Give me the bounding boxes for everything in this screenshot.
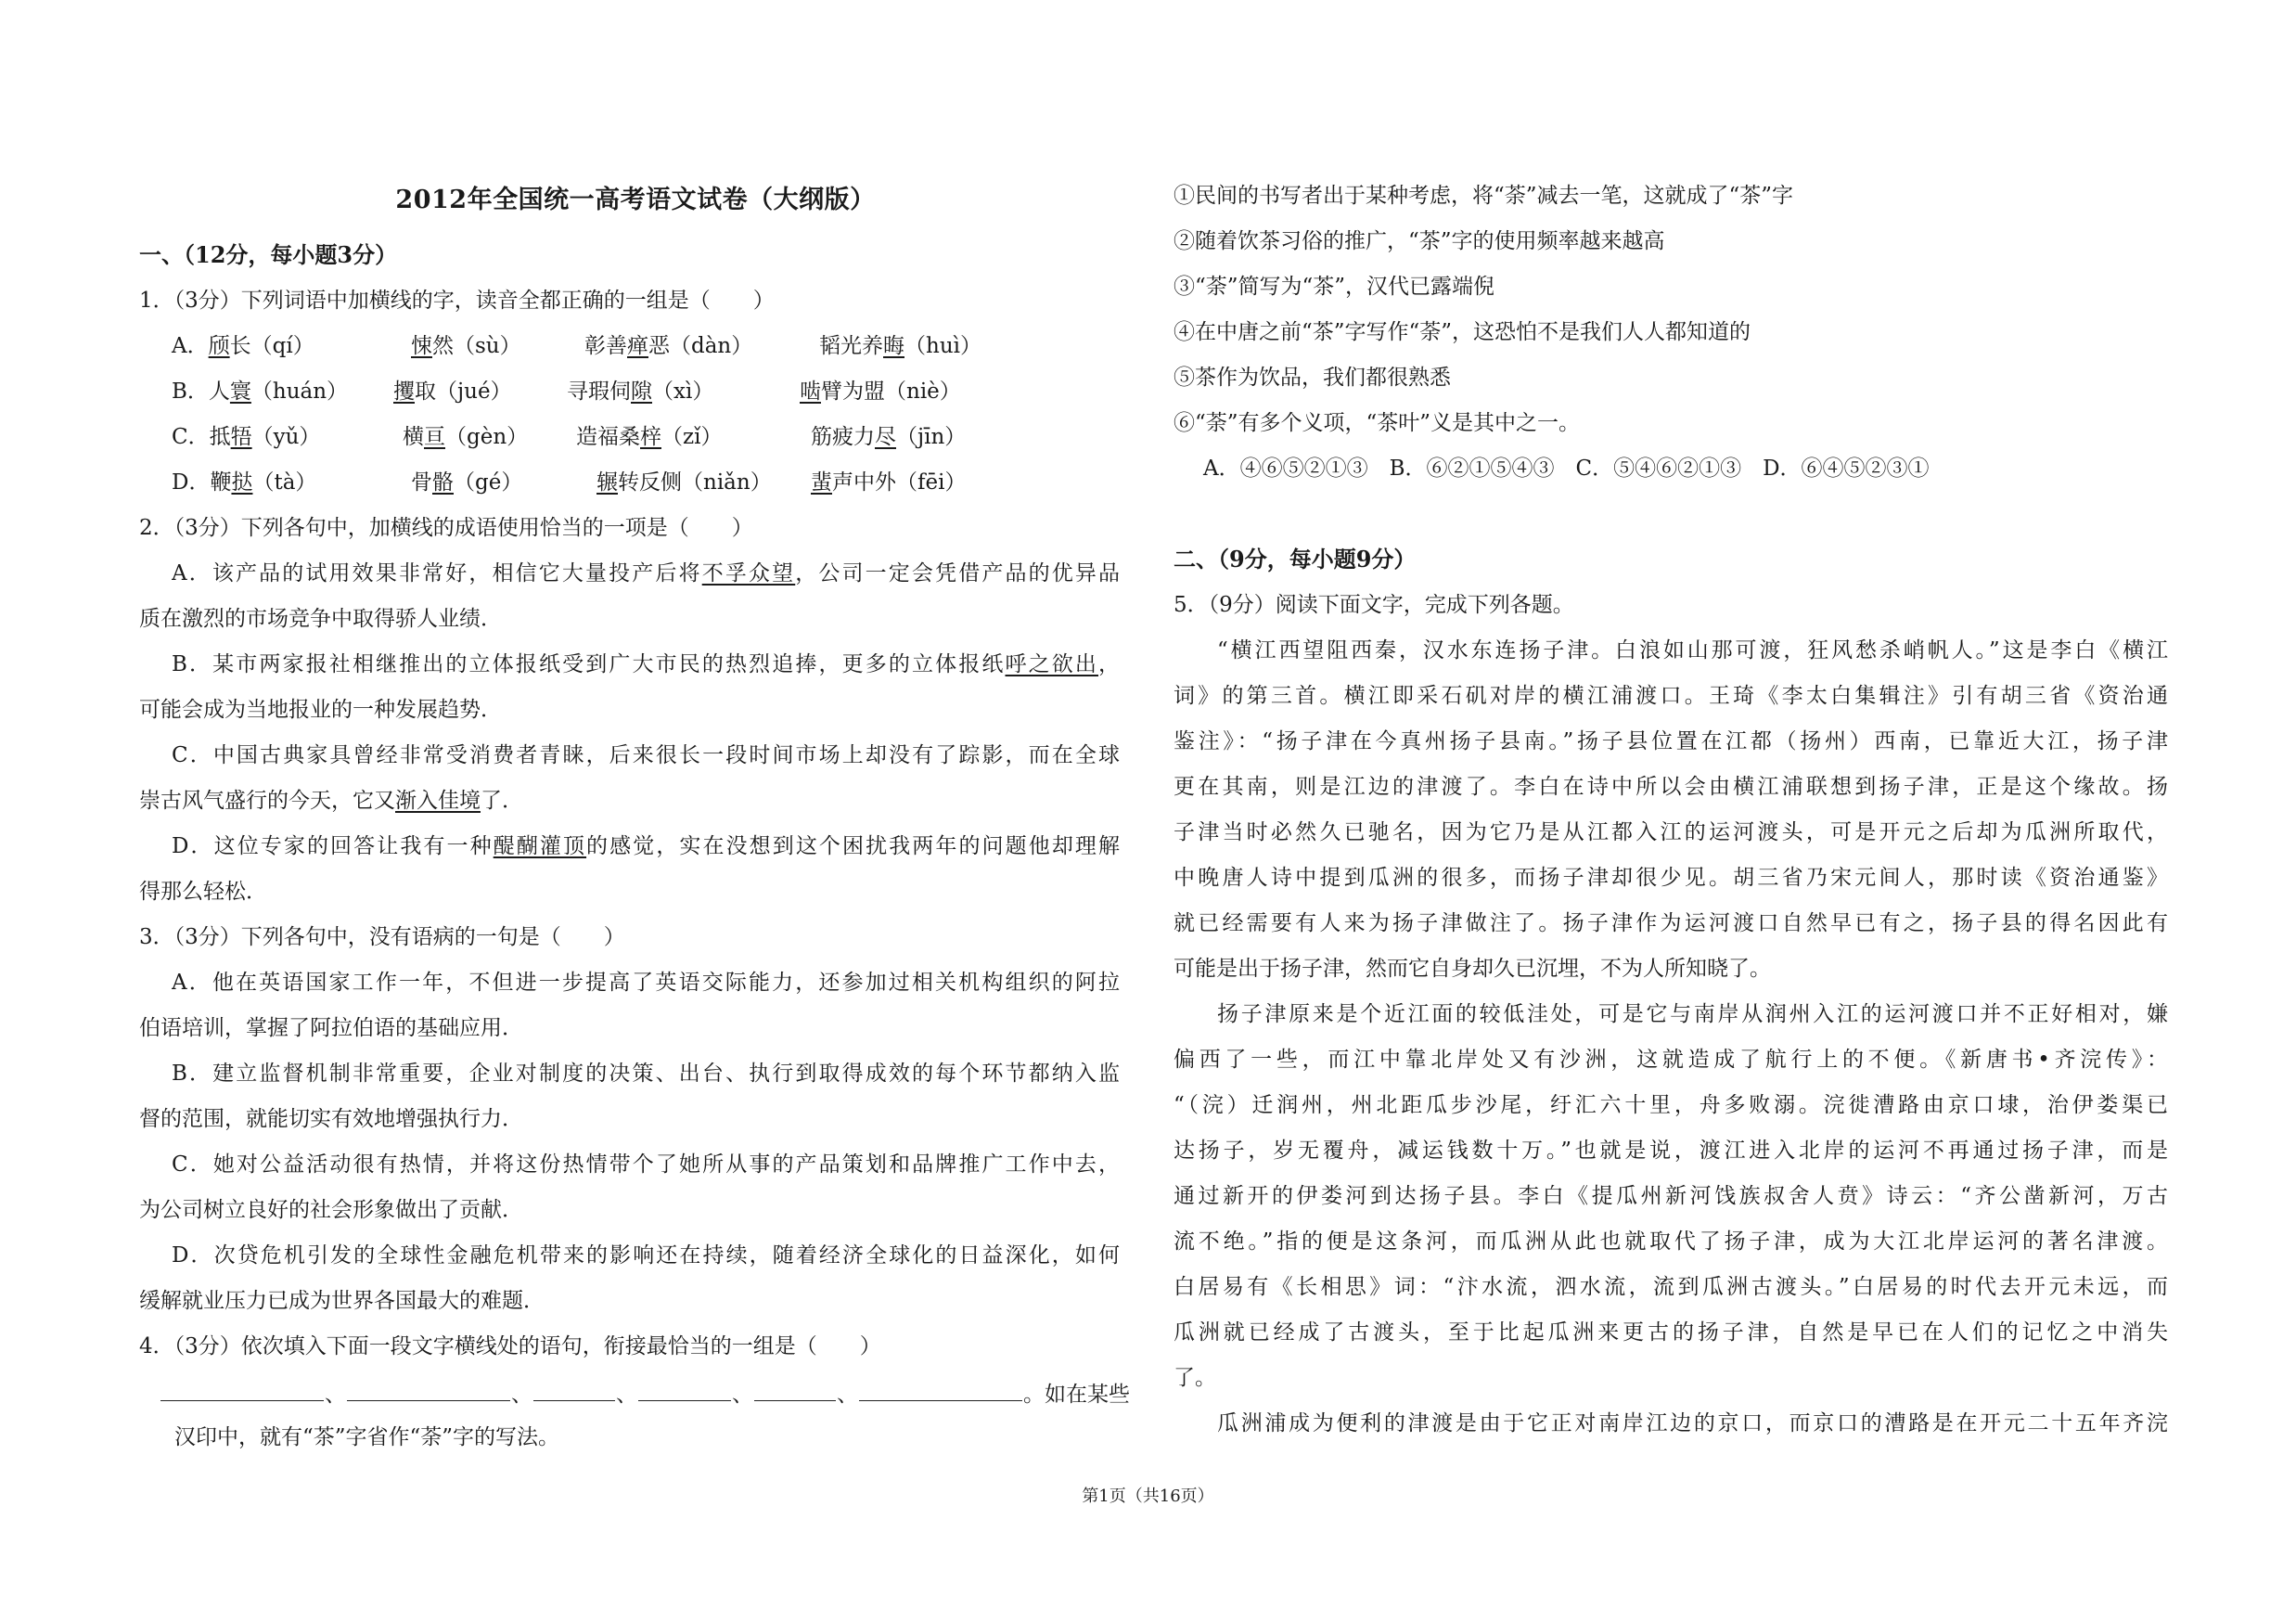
section-one-heading: 一、（12分，每小题3分）: [139, 241, 398, 268]
q1-option-b: B．人寰（huán）: [172, 380, 349, 404]
passage-line: 通过新开的伊娄河到达扬子县。李白《提瓜州新河饯族叔舍人贲》诗云：“齐公凿新河，万古: [1174, 1184, 2168, 1208]
passage-line: 就已经需要有人来为扬子津做注了。扬子津作为运河渡口自然早已有之，扬子县的得名因此有: [1174, 911, 2168, 935]
q2-option-d-line2: 得那么轻松．: [139, 880, 267, 904]
passage-line: 瓜洲就已经成了古渡头，至于比起瓜洲来更古的扬子津，自然是早已在人们的记忆之中消失: [1174, 1320, 2168, 1345]
q1-option-c-word2: 横亘（gèn）: [403, 425, 529, 449]
q2-option-a-line1: A．该产品的试用效果非常好，相信它大量投产后将不孚众望，公司一定会凭借产品的优异品: [172, 561, 1120, 586]
q1-option-a-word4: 韬光养晦（huì）: [819, 334, 981, 358]
q3-option-a-line2: 伯语培训，掌握了阿拉伯语的基础应用．: [139, 1016, 523, 1040]
q3-option-a-line1: A．他在英语国家工作一年，不但进一步提高了英语交际能力，还参加过相关机构组织的阿拉: [172, 971, 1120, 995]
passage-line: 白居易有《长相思》词：“汴水流，泗水流，流到瓜洲古渡头。”白居易的时代去开元未远，而: [1174, 1275, 2168, 1299]
passage-line: 更在其南，则是江边的津渡了。李白在诗中所以会由横江浦联想到扬子津，正是这个缘故。扬: [1174, 775, 2168, 799]
q1-option-a-word2: 悚然（sù）: [411, 334, 521, 358]
question-1-stem: 1．（3分）下列词语中加横线的字，读音全都正确的一组是（ ）: [139, 289, 775, 313]
page-footer: 第1页（共16页）: [1082, 1487, 1214, 1506]
answer-blank[interactable]: [533, 1376, 615, 1401]
passage-line: 鉴注》：“扬子津在今真州扬子县南。”扬子县位置在江都（扬州）西南，已靠近大江，扬子津: [1174, 729, 2168, 753]
q4-item-4: ④在中唐之前“茶”字写作“荼”，这恐怕不是我们人人都知道的: [1174, 320, 1751, 344]
q4-options: A．④⑥⑤②①③ B．⑥②①⑤④③ C．⑤④⑥②①③ D．⑥④⑤②③①: [1203, 457, 1930, 481]
passage-line: 偏西了一些，而江中靠北岸处又有沙洲，这就造成了航行上的不便。《新唐书•齐浣传》：: [1174, 1048, 2168, 1072]
q1-option-d-word3: 辗转反侧（niǎn）: [596, 470, 772, 495]
q3-option-d-line1: D．次贷危机引发的全球性金融危机带来的影响还在持续，随着经济全球化的日益深化，如何: [172, 1243, 1120, 1268]
question-2-stem: 2．（3分）下列各句中，加横线的成语使用恰当的一项是（ ）: [139, 516, 753, 540]
answer-blank[interactable]: [638, 1376, 731, 1401]
q1-option-d: D．鞭挞（tà）: [172, 470, 317, 495]
q3-option-d-line2: 缓解就业压力已成为世界各国最大的难题．: [139, 1289, 545, 1313]
question-4-stem: 4．（3分）依次填入下面一段文字横线处的语句，衔接最恰当的一组是（ ）: [139, 1334, 881, 1358]
q2-option-d-line1: D．这位专家的回答让我有一种醍醐灌顶的感觉，实在没想到这个困扰我两年的问题他却理解: [172, 834, 1120, 858]
passage-line: 达扬子，岁无覆舟，减运钱数十万。”也就是说，渡江进入北岸的运河不再通过扬子津，而是: [1174, 1139, 2168, 1163]
q4-item-1: ①民间的书写者出于某种考虑，将“荼”减去一笔，这就成了“茶”字: [1174, 184, 1794, 208]
q1-option-c: C．抵牾（yǔ）: [172, 425, 321, 449]
passage-line: 扬子津原来是个近江面的较低洼处，可是它与南岸从润州入江的运河渡口并不正好相对，嫌: [1217, 1002, 2168, 1026]
q1-option-b-word2: 攫取（jué）: [393, 380, 512, 404]
passage-line: 可能是出于扬子津，然而它自身却久已沉埋，不为人所知晓了。: [1174, 957, 1771, 981]
passage-line: 中晚唐人诗中提到瓜洲的很多，而扬子津却很少见。胡三省乃宋元间人，那时读《资治通鉴》: [1174, 866, 2168, 890]
q3-option-c-line2: 为公司树立良好的社会形象做出了贡献．: [139, 1198, 523, 1222]
passage-line: “横江西望阻西秦，汉水东连扬子津。白浪如山那可渡，狂风愁杀峭帆人。”这是李白《横江: [1217, 638, 2168, 663]
q3-option-b-line1: B．建立监督机制非常重要，企业对制度的决策、出台、执行到取得成效的每个环节都纳入监: [172, 1062, 1120, 1086]
q1-option-d-word2: 骨骼（gé）: [411, 470, 523, 495]
q4-passage-end: 汉印中，就有“茶”字省作“荼”字的写法。: [174, 1425, 560, 1449]
q3-option-c-line1: C．她对公益活动很有热情，并将这份热情带个了她所从事的产品策划和品牌推广工作中去，: [172, 1152, 1120, 1177]
q2-option-c-line2: 崇古风气盛行的今天，它又渐入佳境了．: [139, 789, 523, 813]
answer-blank[interactable]: [160, 1376, 324, 1401]
answer-blank[interactable]: [754, 1376, 836, 1401]
q2-option-a-line2: 质在激烈的市场竞争中取得骄人业绩．: [139, 607, 502, 631]
page-title: 2012年全国统一高考语文试卷（大纲版）: [395, 186, 876, 214]
q2-option-b-line2: 可能会成为当地报业的一种发展趋势．: [139, 698, 502, 722]
q4-item-2: ②随着饮茶习俗的推广，“茶”字的使用频率越来越高: [1174, 229, 1665, 253]
q4-blanks-line: 、 、 、 、 、 。如在某些: [160, 1376, 1130, 1410]
q1-option-c-word3: 造福桑梓（zǐ）: [576, 425, 723, 449]
question-3-stem: 3．（3分）下列各句中，没有语病的一句是（ ）: [139, 925, 625, 949]
question-5-stem: 5．（9分）阅读下面文字，完成下列各题。: [1174, 593, 1574, 617]
q2-option-c-line1: C．中国古典家具曾经非常受消费者青睐，后来很长一段时间市场上却没有了踪影，而在全球: [172, 743, 1120, 767]
passage-line: 瓜洲浦成为便利的津渡是由于它正对南岸江边的京口，而京口的漕路是在开元二十五年齐浣: [1217, 1411, 2168, 1435]
section-two-heading: 二、（9分，每小题9分）: [1174, 546, 1417, 573]
passage-line: 流不绝。”指的便是这条河，而瓜洲从此也就取代了扬子津，成为大江北岸运河的著名津渡。: [1174, 1229, 2168, 1254]
q1-option-c-word4: 筋疲力尽（jīn）: [811, 425, 967, 449]
q4-item-5: ⑤茶作为饮品，我们都很熟悉: [1174, 366, 1451, 390]
q1-option-a: A．颀长（qí）: [172, 334, 314, 358]
answer-blank[interactable]: [347, 1376, 510, 1401]
q1-option-d-word4: 蜚声中外（fēi）: [811, 470, 967, 495]
passage-line: 词》的第三首。横江即采石矶对岸的横江浦渡口。王琦《李太白集辑注》引有胡三省《资治通: [1174, 684, 2168, 708]
passage-line: “（浣）迁润州，州北距瓜步沙尾，纡汇六十里，舟多败溺。浣徙漕路由京口埭，治伊娄渠已: [1174, 1093, 2168, 1117]
q1-option-b-word3: 寻瑕伺隙（xì）: [567, 380, 714, 404]
q3-option-b-line2: 督的范围，就能切实有效地增强执行力．: [139, 1107, 523, 1131]
q2-option-b-line1: B．某市两家报社相继推出的立体报纸受到广大市民的热烈追捧，更多的立体报纸呼之欲出，: [172, 652, 1120, 676]
answer-blank[interactable]: [859, 1376, 1022, 1401]
q4-item-6: ⑥“荼”有多个义项，“茶叶”义是其中之一。: [1174, 411, 1581, 435]
q1-option-a-word3: 彰善瘅恶（dàn）: [584, 334, 753, 358]
q4-item-3: ③“荼”简写为“茶”，汉代已露端倪: [1174, 275, 1495, 299]
passage-line: 了。: [1174, 1366, 1216, 1390]
passage-line: 子津当时必然久已驰名，因为它乃是从江都入江的运河渡头，可是开元之后却为瓜洲所取代，: [1174, 820, 2168, 844]
q1-option-b-word4: 啮臂为盟（niè）: [800, 380, 961, 404]
